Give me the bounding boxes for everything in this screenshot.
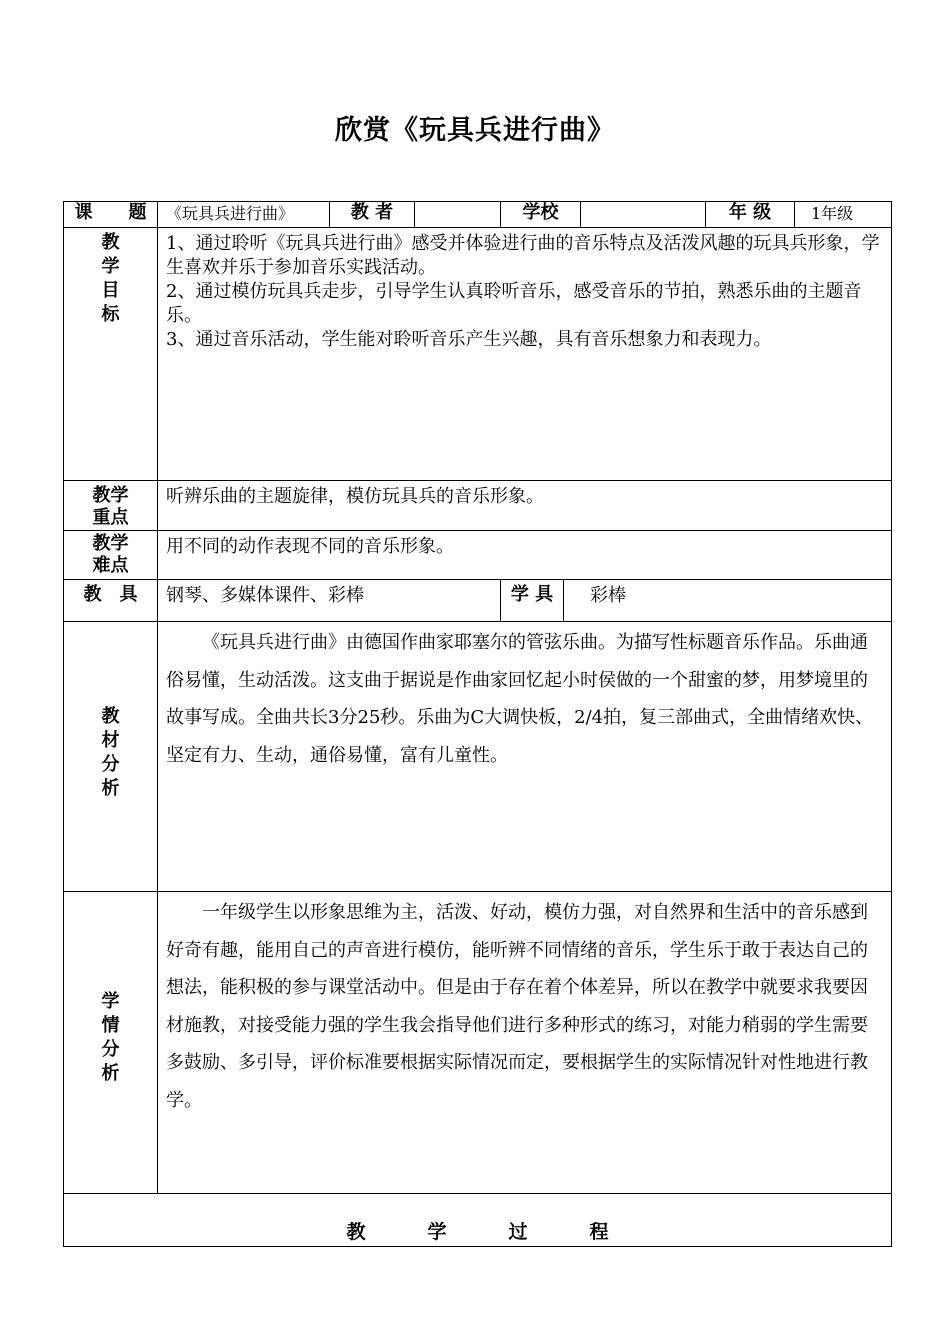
teacher-label: 教 者 xyxy=(330,202,415,228)
student-analysis-label xyxy=(64,892,158,1194)
objectives-label-char: 标 xyxy=(101,304,120,325)
header-row xyxy=(64,202,892,228)
tools-row xyxy=(64,580,892,622)
objectives-label-char: 目 xyxy=(101,280,120,301)
topic-value: 《玩具兵进行曲》 xyxy=(158,202,330,228)
document-title: 欣赏《玩具兵进行曲》 xyxy=(335,115,615,146)
difficulties-label-line: 难点 xyxy=(92,555,129,576)
material-label-char: 教 xyxy=(101,705,120,727)
material-analysis-label xyxy=(64,622,158,892)
objectives-label-char: 学 xyxy=(101,256,120,277)
lesson-plan-table xyxy=(63,201,892,1247)
difficulties-label xyxy=(64,531,158,580)
key-points-label-line: 教学 xyxy=(92,485,129,506)
key-points-text: 听辨乐曲的主题旋律，模仿玩具兵的音乐形象。 xyxy=(158,481,892,531)
teaching-tools-label: 教 具 xyxy=(64,580,158,622)
grade-value: 1年级 xyxy=(795,202,892,228)
key-points-label xyxy=(64,481,158,531)
difficulties-label-line: 教学 xyxy=(92,533,129,554)
student-label-char: 学 xyxy=(101,990,120,1012)
key-points-row xyxy=(64,481,892,531)
grade-label: 年 级 xyxy=(706,202,795,228)
key-points-label-line: 重点 xyxy=(92,507,129,528)
school-label: 学校 xyxy=(501,202,581,228)
material-label-char: 析 xyxy=(101,777,120,799)
process-char: 学 xyxy=(427,1221,447,1243)
student-label-char: 分 xyxy=(101,1038,120,1060)
student-analysis-row xyxy=(64,892,892,1194)
process-char: 程 xyxy=(589,1221,609,1243)
difficulties-text: 用不同的动作表现不同的音乐形象。 xyxy=(158,531,892,580)
objectives-label xyxy=(64,228,158,481)
teaching-process-heading xyxy=(64,1194,892,1247)
material-analysis-row xyxy=(64,622,892,892)
material-analysis-text: 《玩具兵进行曲》由德国作曲家耶塞尔的管弦乐曲。为描写性标题音乐作品。乐曲通俗易懂，生动活泼。这支曲于据说是作曲家回忆起小时侯做的一个甜蜜的梦，用梦境里的故事写成。全曲共长3分25秒。乐曲为C大调快板，2/4拍，复三部曲式，全曲情绪欢快、坚定有力、生动，通俗易懂，富有儿童性。 xyxy=(158,622,892,892)
teaching-tools-value: 钢琴、多媒体课件、彩棒 xyxy=(158,580,501,622)
student-label-char: 析 xyxy=(101,1062,120,1084)
student-label-char: 情 xyxy=(101,1014,120,1036)
learning-tools-label: 学 具 xyxy=(501,580,564,622)
teacher-value xyxy=(415,202,501,228)
process-char: 过 xyxy=(508,1221,528,1243)
student-analysis-text: 一年级学生以形象思维为主，活泼、好动，模仿力强，对自然界和生活中的音乐感到好奇有趣，能用自己的声音进行模仿，能听辨不同情绪的音乐，学生乐于敢于表达自己的想法，能积极的参与课堂活动中。但是由于存在着个体差异，所以在教学中就要求我要因材施教，对接受能力强的学生我会指导他们进行多种形式的练习，对能力稍弱的学生需要多鼓励、多引导，评价标准要根据实际情况而定，要根据学生的实际情况针对性地进行教学。 xyxy=(158,892,892,1194)
process-char: 教 xyxy=(346,1221,366,1243)
objective-item: 2、通过模仿玩具兵走步，引导学生认真聆听音乐，感受音乐的节拍，熟悉乐曲的主题音乐。 xyxy=(166,281,862,326)
objective-item: 3、通过音乐活动，学生能对聆听音乐产生兴趣，具有音乐想象力和表现力。 xyxy=(166,329,772,350)
difficulties-row xyxy=(64,531,892,580)
objectives-row xyxy=(64,228,892,481)
objectives-content xyxy=(158,228,892,481)
process-row xyxy=(64,1194,892,1247)
objectives-label-char: 教 xyxy=(101,232,120,253)
material-label-char: 材 xyxy=(101,729,120,751)
school-value xyxy=(581,202,706,228)
learning-tools-value: 彩棒 xyxy=(564,580,892,622)
topic-label: 课 题 xyxy=(64,202,158,228)
material-label-char: 分 xyxy=(101,753,120,775)
objective-item: 1、通过聆听《玩具兵进行曲》感受并体验进行曲的音乐特点及活泼风趣的玩具兵形象，学生喜欢并乐于参加音乐实践活动。 xyxy=(166,233,880,278)
